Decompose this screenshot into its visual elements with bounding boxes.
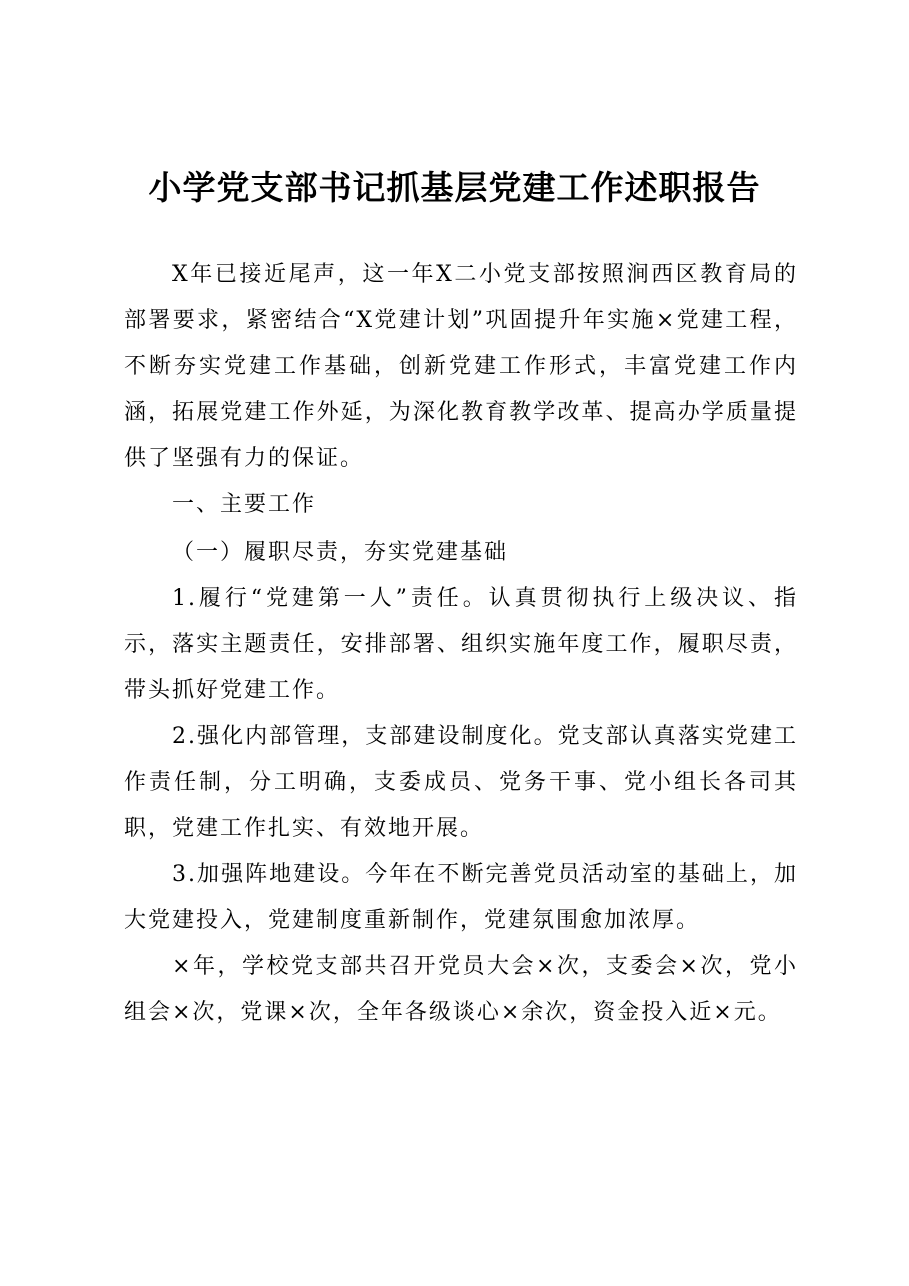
item-paragraph-1: 1.履行“党建第一人”责任。认真贯彻执行上级决议、指示，落实主题责任，安排部署、组织实施年度工作，履职尽责，带头抓好党建工作。	[124, 586, 798, 703]
document-body	[124, 252, 798, 1036]
document-title: 小学党支部书记抓基层党建工作述职报告	[148, 168, 761, 207]
item-paragraph-3: 3.加强阵地建设。今年在不断完善党员活动室的基础上，加大党建投入，党建制度重新制作，党建氛围愈加浓厚。	[124, 862, 798, 933]
summary-paragraph: ×年，学校党支部共召开党员大会×次，支委会×次，党小组会×次，党课×次，全年各级谈心×余次，资金投入近×元。	[124, 954, 798, 1025]
subsection-heading: （一）履职尽责，夯实党建基础	[172, 540, 509, 565]
intro-paragraph: X年已接近尾声，这一年X二小党支部按照涧西区教育局的部署要求，紧密结合“X党建计划”巩固提升年实施×党建工程，不断夯实党建工作基础，创新党建工作形式，丰富党建工作内涵，拓展党建工作外延，为深化教育教学改革、提高办学质量提供了坚强有力的保证。	[124, 262, 798, 471]
section-heading-main-work: 一、主要工作	[172, 492, 317, 517]
item-paragraph-2: 2.强化内部管理，支部建设制度化。党支部认真落实党建工作责任制，分工明确，支委成员、党务干事、党小组长各司其职，党建工作扎实、有效地开展。	[124, 724, 798, 841]
